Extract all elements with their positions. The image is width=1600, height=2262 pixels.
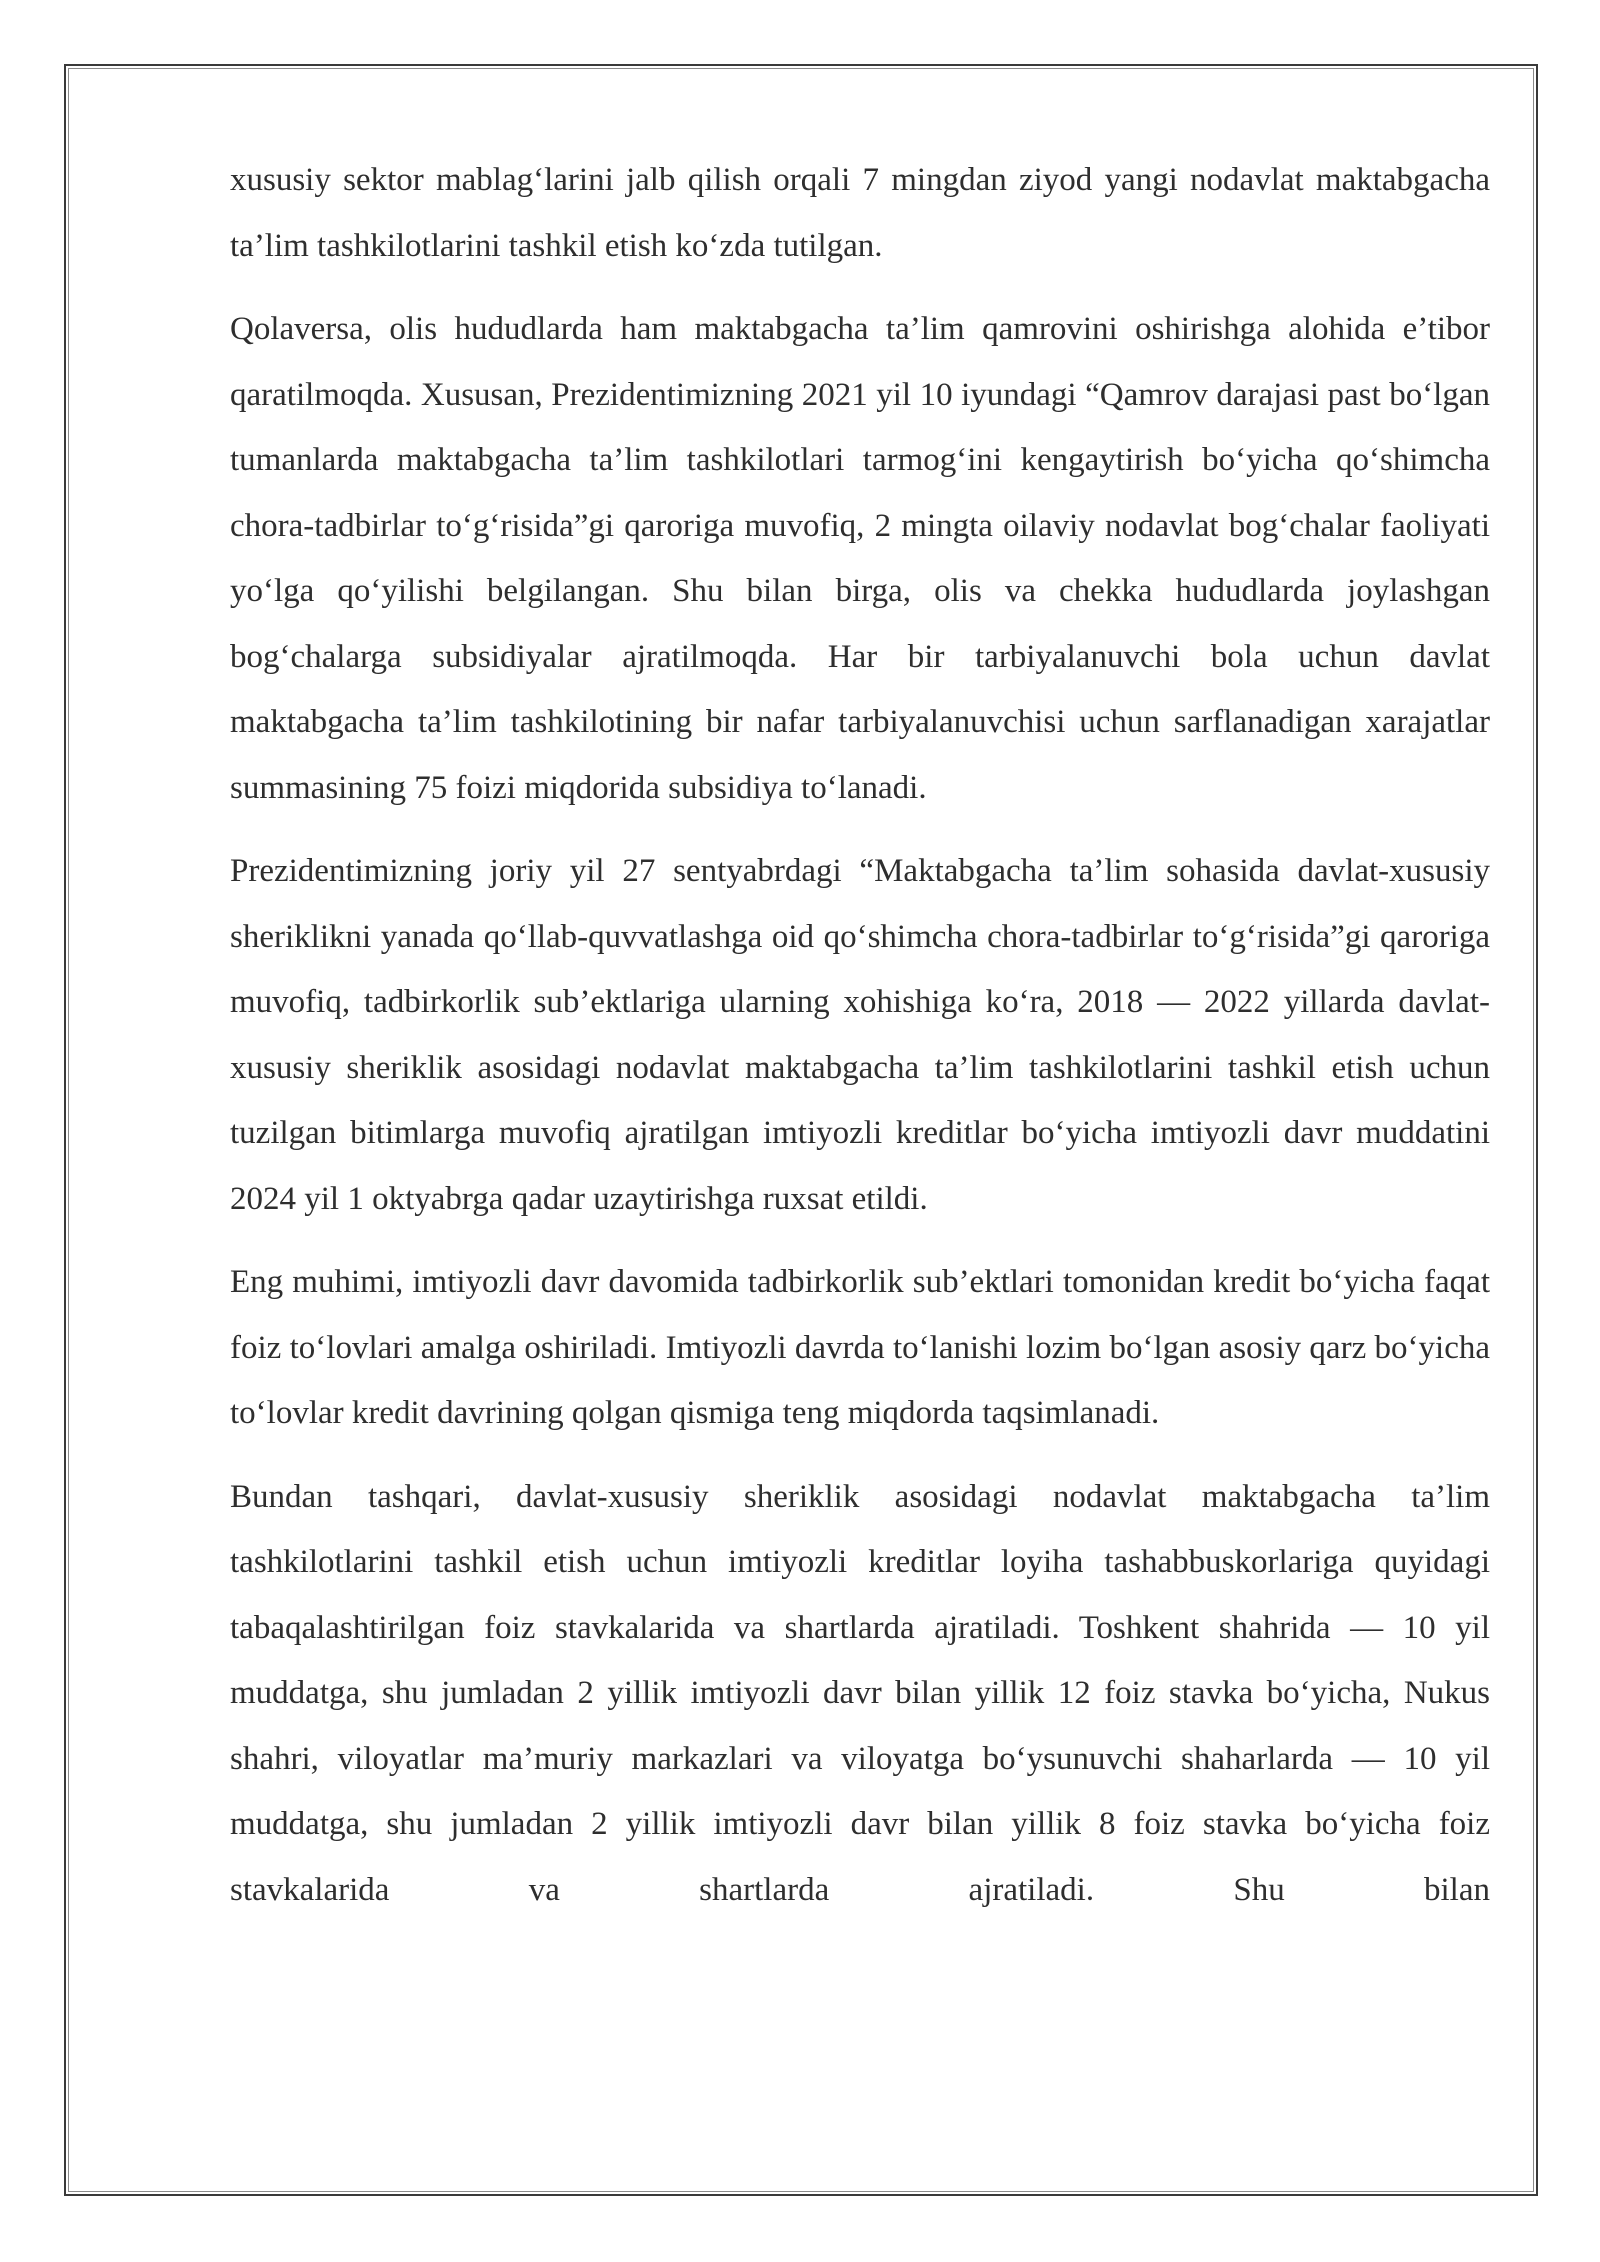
paragraph-3: Prezidentimizning joriy yil 27 sentyabrdagi “Maktabgacha ta’lim sohasida davlat-xususiy sheriklikni yanada qo‘llab-quvvatlashga oid qo‘shimcha chora-tadbirlar to‘g‘risida”gi qaroriga muvofiq, tadbirkorlik sub’ektlariga ularning xohishiga ko‘ra, 2018 — 2022 yillarda davlat-xususiy sheriklik asosidagi nodavlat maktabgacha ta’lim tashkilotlarini tashkil etish uchun tuzilgan bitimlarga muvofiq ajratilgan imtiyozli kreditlar bo‘yicha imtiyozli davr muddatini 2024 yil 1 oktyabrga qadar uzaytirishga ruxsat etildi. <box>230 853 1490 1217</box>
paragraph-1: xususiy sektor mablag‘larini jalb qilish orqali 7 mingdan ziyod yangi nodavlat maktabgacha ta’lim tashkilotlarini tashkil etish ko‘zda tutilgan. <box>230 162 1490 264</box>
document-body <box>230 148 1490 1941</box>
paragraph-4: Eng muhimi, imtiyozli davr davomida tadbirkorlik sub’ektlari tomonidan kredit bo‘yicha faqat foiz to‘lovlari amalga oshiriladi. Imtiyozli davrda to‘lanishi lozim bo‘lgan asosiy qarz bo‘yicha to‘lovlar kredit davrining qolgan qismiga teng miqdorda taqsimlanadi. <box>230 1264 1490 1431</box>
paragraph-2: Qolaversa, olis hududlarda ham maktabgacha ta’lim qamrovini oshirishga alohida e’tibor qaratilmoqda. Xususan, Prezidentimizning 2021 yil 10 iyundagi “Qamrov darajasi past bo‘lgan tumanlarda maktabgacha ta’lim tashkilotlari tarmog‘ini kengaytirish bo‘yicha qo‘shimcha chora-tadbirlar to‘g‘risida”gi qaroriga muvofiq, 2 mingta oilaviy nodavlat bog‘chalar faoliyati yo‘lga qo‘yilishi belgilangan. Shu bilan birga, olis va chekka hududlarda joylashgan bog‘chalarga subsidiyalar ajratilmoqda. Har bir tarbiyalanuvchi bola uchun davlat maktabgacha ta’lim tashkilotining bir nafar tarbiyalanuvchisi uchun sarflanadigan xarajatlar summasining 75 foizi miqdorida subsidiya to‘lanadi. <box>230 311 1490 806</box>
paragraph-5: Bundan tashqari, davlat-xususiy sheriklik asosidagi nodavlat maktabgacha ta’lim tashkilotlarini tashkil etish uchun imtiyozli kreditlar loyiha tashabbuskorlariga quyidagi tabaqalashtirilgan foiz stavkalarida va shartlarda ajratiladi. Toshkent shahrida — 10 yil muddatga, shu jumladan 2 yillik imtiyozli davr bilan yillik 12 foiz stavka bo‘yicha, Nukus shahri, viloyatlar ma’muriy markazlari va viloyatga bo‘ysunuvchi shaharlarda — 10 yil muddatga, shu jumladan 2 yillik imtiyozli davr bilan yillik 8 foiz stavka bo‘yicha foiz stavkalarida va shartlarda ajratiladi. Shu bilan <box>230 1478 1490 1908</box>
